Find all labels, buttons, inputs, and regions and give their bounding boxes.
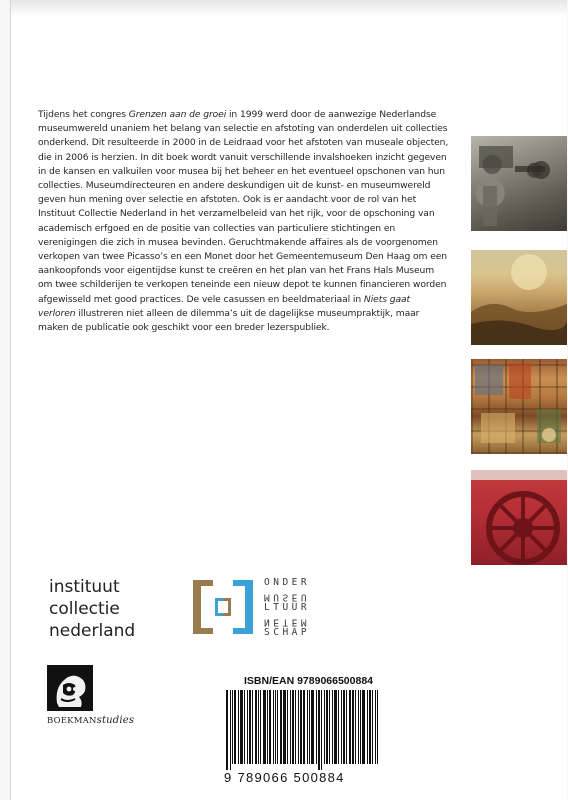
barcode-bar bbox=[283, 690, 286, 764]
om-line-3: LTUUR bbox=[264, 602, 311, 613]
barcode-bar bbox=[360, 690, 361, 764]
icn-logo-line-1: instituut bbox=[49, 577, 120, 597]
barcode-bar bbox=[230, 690, 231, 770]
top-shadow bbox=[11, 0, 567, 16]
barcode-bar bbox=[332, 690, 333, 764]
barcode-bar bbox=[349, 690, 351, 764]
barcode-bar bbox=[244, 690, 245, 764]
back-cover bbox=[10, 0, 567, 800]
barcode-bar bbox=[321, 690, 322, 770]
blurb-text-1: Tijdens het congres bbox=[38, 109, 129, 120]
blurb-text-2: in 1999 werd door de aanwezige Nederlandse museumwereld unaniem het belang van selectie en afstoting van onderdelen uit collecties onderkend. Dit resulteerde in 2000 in de Leidraad voor het afstoten van museale objecten, die in 2006 is herzien. In dit boek wordt vanuit verschillende invalshoeken inzicht gegeven in de kansen en valkuilen voor musea bij het beheer en het eventueel opschonen van hun collecties. Museumdirecteuren en andere deskundigen uit de kunst- en museumwereld geven hun mening over selectie en afstoten. Ook is er aandacht voor de rol van het Instituut Collectie Nederland in het verzamelbeleid van het rijk, voor de opschoning van academisch erfgoed en de positie van collecties van particuliere stichtingen en verenigingen die zich in musea bevinden. Geruchtmakende affaires als de voorgenomen verkopen van twee Picasso’s en een Monet door het Gemeentemuseum Den Haag om een aankoopfonds voor eigentijdse kunst te creëren en het plan van het Frans Hals Museum om twee schilderijen te verkopen teneinde een nieuw depot te kunnen financieren worden afgewisseld met good practices. De vele casussen en beeldmateriaal in bbox=[38, 109, 449, 305]
barcode-bar bbox=[232, 690, 233, 764]
barcode-bar bbox=[377, 690, 378, 764]
photo-machine-parts bbox=[471, 136, 567, 231]
barcode-bar bbox=[367, 690, 368, 764]
barcode-bar bbox=[324, 690, 325, 764]
icn-logo-line-2: collectie bbox=[49, 599, 120, 619]
om-line-4 bbox=[264, 615, 310, 628]
boekman-name: BOEKMAN bbox=[47, 716, 97, 726]
barcode-bar bbox=[260, 690, 261, 764]
photo-red-wheel bbox=[471, 470, 567, 565]
isbn-label: ISBN/EAN 9789066500884 bbox=[244, 675, 374, 687]
barcode-bar bbox=[252, 690, 253, 764]
barcode-bar bbox=[316, 690, 317, 764]
om-line-4-text: NETEM bbox=[264, 616, 311, 627]
barcode-bar bbox=[318, 690, 320, 770]
barcode-bar bbox=[300, 690, 302, 764]
barcode-bar bbox=[255, 690, 257, 764]
boekman-portrait-icon bbox=[47, 665, 93, 711]
om-line-1: ONDER bbox=[264, 577, 311, 588]
blurb-title-italic-1: Grenzen aan de groei bbox=[128, 109, 227, 120]
barcode-bar bbox=[338, 690, 339, 764]
barcode-bar bbox=[292, 690, 294, 764]
barcode-bar bbox=[334, 690, 337, 764]
barcode-bar bbox=[290, 690, 291, 764]
barcode-bar bbox=[303, 690, 305, 764]
barcode-bar bbox=[267, 690, 268, 764]
photo-landscape bbox=[471, 250, 567, 345]
barcode-bars bbox=[222, 690, 378, 770]
icn-logo bbox=[49, 576, 135, 642]
barcode-bar bbox=[326, 690, 328, 764]
barcode-bar bbox=[240, 690, 243, 764]
barcode-bar bbox=[273, 690, 274, 764]
barcode-bar bbox=[234, 690, 236, 764]
barcode-bar bbox=[307, 690, 308, 764]
barcode-bar bbox=[343, 690, 345, 764]
patterned-panels-illustration bbox=[471, 359, 567, 454]
barcode-bar bbox=[341, 690, 342, 764]
boekman-studies-logo bbox=[47, 665, 147, 726]
om-line-5: SCHAP bbox=[264, 627, 311, 638]
barcode-bar bbox=[375, 690, 376, 764]
photo-patterned-panels bbox=[471, 359, 567, 454]
barcode-bar bbox=[355, 690, 356, 764]
onderzoekschool-logo-text bbox=[264, 577, 310, 640]
om-line-2 bbox=[264, 590, 310, 603]
machine-parts-illustration bbox=[471, 136, 567, 231]
barcode-bar bbox=[309, 690, 310, 764]
barcode-bar bbox=[280, 690, 282, 764]
barcode-bar bbox=[238, 690, 239, 764]
barcode-bar bbox=[329, 690, 330, 764]
barcode-bar bbox=[358, 690, 359, 764]
landscape-illustration bbox=[471, 250, 567, 345]
isbn-barcode bbox=[222, 672, 378, 790]
barcode-bar bbox=[249, 690, 251, 764]
onderzoekschool-logo-mark bbox=[191, 578, 255, 636]
barcode-bar bbox=[362, 690, 365, 764]
barcode-bar bbox=[298, 690, 299, 764]
barcode-bar bbox=[258, 690, 259, 764]
barcode-bar bbox=[277, 690, 278, 764]
barcode-bar bbox=[295, 690, 296, 764]
om-line-2-text: MUSEU bbox=[264, 591, 311, 602]
blurb-text-3: illustreren niet alleen de dilemma’s uit de dagelijkse museumpraktijk, maar maken de publicatie ook geschikt voor een breder lezerspubliek. bbox=[38, 307, 420, 334]
barcode-bar bbox=[311, 690, 314, 764]
barcode-bar bbox=[372, 690, 373, 764]
boekman-suffix: studies bbox=[96, 715, 135, 726]
boekman-studies-label bbox=[47, 715, 187, 726]
barcode-bar bbox=[369, 690, 371, 764]
red-wheel-illustration bbox=[471, 470, 567, 565]
blurb-title-italic-2: Niets gaat verloren bbox=[38, 293, 411, 319]
barcode-bar bbox=[346, 690, 347, 764]
barcode-number: 9 789066 500884 bbox=[224, 770, 345, 785]
barcode-bar bbox=[269, 690, 271, 764]
barcode-bar bbox=[287, 690, 288, 764]
barcode-bar bbox=[263, 690, 266, 764]
icn-logo-line-3: nederland bbox=[49, 621, 136, 641]
barcode-bar bbox=[275, 690, 276, 764]
blurb-paragraph bbox=[38, 108, 450, 335]
barcode-bar bbox=[226, 690, 228, 770]
barcode-bar bbox=[247, 690, 248, 764]
barcode-bar bbox=[352, 690, 354, 764]
back-cover-blurb bbox=[38, 108, 450, 335]
